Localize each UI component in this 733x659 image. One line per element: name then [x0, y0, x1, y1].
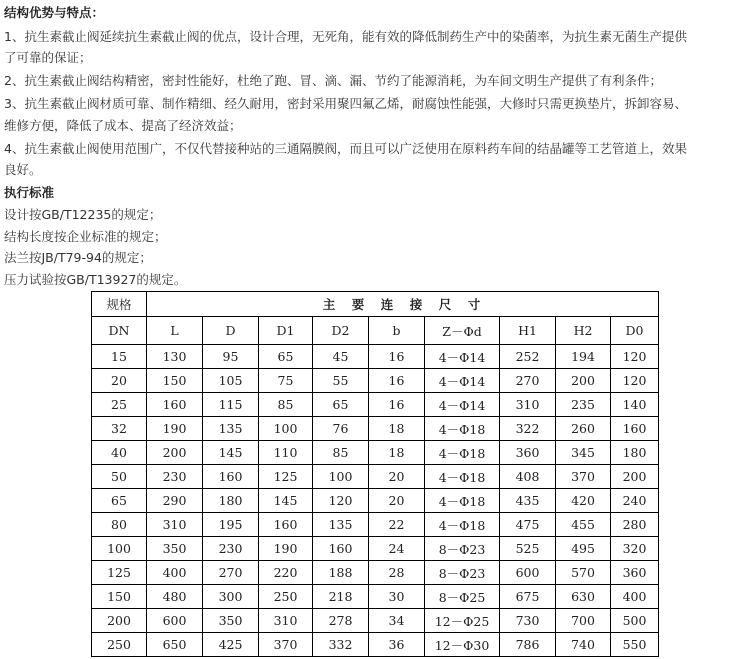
table-cell: 100	[259, 417, 313, 441]
table-cell: 85	[259, 393, 313, 417]
table-cell: 310	[147, 513, 203, 537]
table-cell: 18	[369, 441, 425, 465]
features-line-7: 良好。	[4, 162, 42, 177]
table-cell: 500	[611, 609, 659, 633]
table-cell: 400	[611, 585, 659, 609]
table-cell: 95	[203, 345, 259, 369]
table-cell: 4－Φ14	[425, 393, 500, 417]
table-cell: 600	[500, 561, 556, 585]
dimensions-header: 主 要 连 接 尺 寸	[147, 292, 659, 317]
dn-cell: 50	[92, 465, 147, 489]
table-cell: 160	[147, 393, 203, 417]
table-cell: 22	[369, 513, 425, 537]
table-cell: 160	[259, 513, 313, 537]
dn-cell: 40	[92, 441, 147, 465]
column-header: H1	[500, 317, 556, 345]
table-cell: 190	[259, 537, 313, 561]
table-cell: 525	[500, 537, 556, 561]
dn-cell: 250	[92, 633, 147, 657]
table-cell: 120	[313, 489, 369, 513]
table-cell: 480	[147, 585, 203, 609]
table-cell: 425	[203, 633, 259, 657]
standard-line-3: 法兰按JB/T79-94的规定；	[4, 250, 152, 265]
table-row	[92, 369, 659, 393]
column-header: L	[147, 317, 203, 345]
table-cell: 135	[203, 417, 259, 441]
dn-cell: 32	[92, 417, 147, 441]
table-cell: 188	[313, 561, 369, 585]
table-cell: 8－Φ23	[425, 561, 500, 585]
features-line-5: 维修方便，降低了成本、提高了经济效益；	[4, 118, 242, 133]
table-cell: 235	[556, 393, 611, 417]
table-cell: 730	[500, 609, 556, 633]
features-line-2: 了可靠的保证；	[4, 50, 92, 65]
dn-header: DN	[92, 317, 147, 345]
table-cell: 145	[203, 441, 259, 465]
dimensions-table	[91, 291, 659, 657]
table-cell: 200	[611, 465, 659, 489]
table-cell: 135	[313, 513, 369, 537]
table-cell: 150	[147, 369, 203, 393]
table-row	[92, 513, 659, 537]
header-row-2	[92, 317, 659, 345]
features-heading: 结构优势与特点：	[4, 5, 105, 20]
table-cell: 4－Φ18	[425, 489, 500, 513]
table-cell: 700	[556, 609, 611, 633]
table-row	[92, 393, 659, 417]
table-cell: 30	[369, 585, 425, 609]
dn-cell: 100	[92, 537, 147, 561]
dn-cell: 25	[92, 393, 147, 417]
table-cell: 550	[611, 633, 659, 657]
table-cell: 270	[500, 369, 556, 393]
table-cell: 278	[313, 609, 369, 633]
table-row	[92, 585, 659, 609]
dn-cell: 20	[92, 369, 147, 393]
table-cell: 8－Φ25	[425, 585, 500, 609]
table-cell: 370	[259, 633, 313, 657]
table-cell: 4－Φ14	[425, 369, 500, 393]
table-cell: 18	[369, 417, 425, 441]
table-cell: 34	[369, 609, 425, 633]
table-cell: 218	[313, 585, 369, 609]
table-cell: 120	[611, 345, 659, 369]
table-cell: 345	[556, 441, 611, 465]
table-row	[92, 633, 659, 657]
standard-line-1: 设计按GB/T12235的规定；	[4, 207, 162, 222]
table-cell: 75	[259, 369, 313, 393]
table-cell: 786	[500, 633, 556, 657]
table-cell: 252	[500, 345, 556, 369]
features-line-1: 1、抗生素截止阀延续抗生素截止阀的优点，设计合理，无死角，能有效的降低制药生产中的染菌率，为抗生素无菌生产提供	[4, 29, 687, 44]
table-cell: 195	[203, 513, 259, 537]
table-cell: 190	[147, 417, 203, 441]
table-cell: 115	[203, 393, 259, 417]
table-cell: 76	[313, 417, 369, 441]
features-line-4: 3、抗生素截止阀材质可靠、制作精细、经久耐用，密封采用聚四氟乙烯，耐腐蚀性能强，大修时只需更换垫片，拆卸容易、	[4, 96, 687, 111]
table-cell: 322	[500, 417, 556, 441]
dn-cell: 65	[92, 489, 147, 513]
dn-cell: 125	[92, 561, 147, 585]
column-header: D1	[259, 317, 313, 345]
standards-heading: 执行标准	[4, 185, 55, 200]
table-cell: 55	[313, 369, 369, 393]
table-cell: 350	[203, 609, 259, 633]
table-cell: 408	[500, 465, 556, 489]
table-body	[92, 292, 659, 657]
table-cell: 105	[203, 369, 259, 393]
table-cell: 16	[369, 369, 425, 393]
dn-cell: 200	[92, 609, 147, 633]
table-cell: 140	[611, 393, 659, 417]
column-header: b	[369, 317, 425, 345]
table-cell: 12－Φ30	[425, 633, 500, 657]
table-cell: 160	[313, 537, 369, 561]
table-cell: 130	[147, 345, 203, 369]
table-cell: 630	[556, 585, 611, 609]
column-header: H2	[556, 317, 611, 345]
table-cell: 160	[611, 417, 659, 441]
table-cell: 360	[611, 561, 659, 585]
table-cell: 45	[313, 345, 369, 369]
column-header: Z－Φd	[425, 317, 500, 345]
table-cell: 435	[500, 489, 556, 513]
standard-line-4: 压力试验按GB/T13927的规定。	[4, 272, 187, 287]
table-cell: 20	[369, 489, 425, 513]
table-cell: 180	[203, 489, 259, 513]
table-cell: 650	[147, 633, 203, 657]
table-row	[92, 441, 659, 465]
table-row	[92, 561, 659, 585]
table-cell: 360	[500, 441, 556, 465]
table-cell: 200	[556, 369, 611, 393]
table-cell: 495	[556, 537, 611, 561]
table-cell: 65	[313, 393, 369, 417]
table-cell: 24	[369, 537, 425, 561]
table-cell: 85	[313, 441, 369, 465]
table-cell: 8－Φ23	[425, 537, 500, 561]
table-cell: 4－Φ18	[425, 441, 500, 465]
column-header: D2	[313, 317, 369, 345]
dn-cell: 15	[92, 345, 147, 369]
table-cell: 16	[369, 345, 425, 369]
table-cell: 370	[556, 465, 611, 489]
table-cell: 230	[147, 465, 203, 489]
table-cell: 600	[147, 609, 203, 633]
table-cell: 740	[556, 633, 611, 657]
table-cell: 240	[611, 489, 659, 513]
spec-header: 规格	[92, 292, 147, 317]
table-cell: 310	[500, 393, 556, 417]
table-row	[92, 489, 659, 513]
table-cell: 300	[203, 585, 259, 609]
table-cell: 36	[369, 633, 425, 657]
table-cell: 145	[259, 489, 313, 513]
standard-line-2: 结构长度按企业标准的规定；	[4, 229, 167, 244]
table-cell: 12－Φ25	[425, 609, 500, 633]
table-cell: 4－Φ18	[425, 513, 500, 537]
table-cell: 110	[259, 441, 313, 465]
table-row	[92, 465, 659, 489]
table-cell: 290	[147, 489, 203, 513]
table-row	[92, 417, 659, 441]
table-cell: 675	[500, 585, 556, 609]
table-cell: 420	[556, 489, 611, 513]
table-cell: 4－Φ18	[425, 417, 500, 441]
dn-cell: 80	[92, 513, 147, 537]
header-row-1	[92, 292, 659, 317]
column-header: D0	[611, 317, 659, 345]
table-cell: 220	[259, 561, 313, 585]
table-row	[92, 609, 659, 633]
table-cell: 570	[556, 561, 611, 585]
table-cell: 4－Φ14	[425, 345, 500, 369]
table-cell: 16	[369, 393, 425, 417]
table-cell: 332	[313, 633, 369, 657]
table-row	[92, 345, 659, 369]
table-cell: 475	[500, 513, 556, 537]
table-cell: 20	[369, 465, 425, 489]
features-line-6: 4、抗生素截止阀使用范围广，不仅代替接种站的三通隔膜阀，而且可以广泛使用在原料药车间的结晶罐等工艺管道上，效果	[4, 141, 687, 156]
features-line-3: 2、抗生素截止阀结构精密，密封性能好，杜绝了跑、冒、滴、漏、节约了能源消耗，为车间文明生产提供了有利条件；	[4, 73, 662, 88]
table-cell: 320	[611, 537, 659, 561]
table-cell: 4－Φ18	[425, 465, 500, 489]
table-cell: 160	[203, 465, 259, 489]
table-cell: 120	[611, 369, 659, 393]
table-row	[92, 537, 659, 561]
table-cell: 455	[556, 513, 611, 537]
table-cell: 350	[147, 537, 203, 561]
table-cell: 200	[147, 441, 203, 465]
table-cell: 100	[313, 465, 369, 489]
table-cell: 194	[556, 345, 611, 369]
table-cell: 125	[259, 465, 313, 489]
table-cell: 270	[203, 561, 259, 585]
table-cell: 400	[147, 561, 203, 585]
dn-cell: 150	[92, 585, 147, 609]
table-cell: 250	[259, 585, 313, 609]
table-cell: 230	[203, 537, 259, 561]
table-cell: 65	[259, 345, 313, 369]
table-cell: 260	[556, 417, 611, 441]
table-cell: 310	[259, 609, 313, 633]
table-cell: 180	[611, 441, 659, 465]
table-cell: 28	[369, 561, 425, 585]
table-cell: 280	[611, 513, 659, 537]
column-header: D	[203, 317, 259, 345]
